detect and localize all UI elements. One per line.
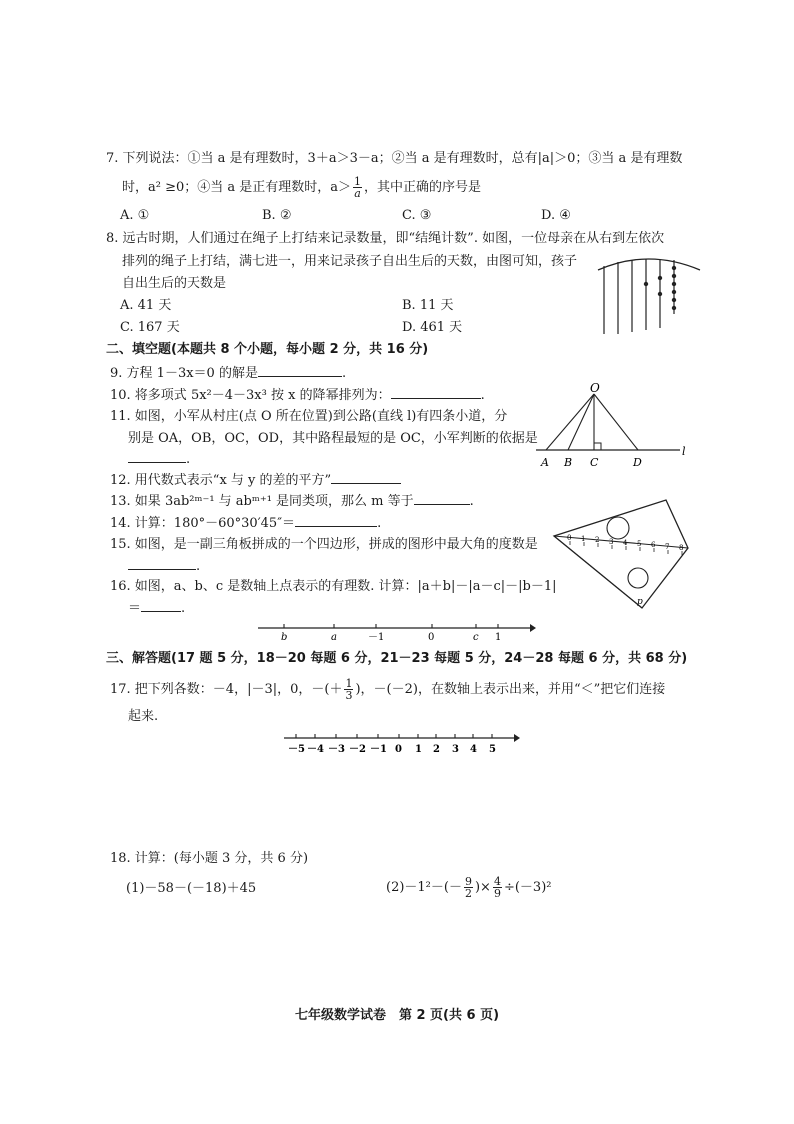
fig15-tick-8: 8	[679, 544, 684, 552]
q14-text: 14. 计算：180°－60°30′45″＝	[110, 516, 296, 531]
q8-option-d: D. 461 天	[402, 320, 463, 335]
q17-tick-minus1: －1	[370, 744, 387, 755]
q12-text: 12. 用代数式表示“x 与 y 的差的平方”	[110, 473, 332, 488]
q7-option-d: D. ④	[541, 208, 571, 223]
q11-line2: 别是 OA，OB，OC，OD，其中路程最短的是 OC，小军判断的依据是	[128, 431, 538, 446]
q7-fraction	[353, 176, 362, 199]
q17-tick-minus2: －2	[349, 744, 366, 755]
q18-fraction-2	[493, 876, 502, 899]
q18-part1: (1)－58－(－18)＋45	[126, 881, 257, 896]
q7-line2	[122, 176, 481, 199]
q17-tick-minus4: －4	[307, 744, 324, 755]
q17-tick-minus3: －3	[328, 744, 345, 755]
q9: 9. 方程 1－3x＝0 的解是 .	[110, 366, 347, 381]
q16-number-line	[256, 614, 536, 644]
q17-tick-1: 1	[415, 744, 422, 755]
fig15-tick-0: 0	[567, 534, 572, 542]
q14: 14. 计算：180°－60°30′45″＝ .	[110, 516, 382, 531]
q13-text: 13. 如果 3ab²ᵐ⁻¹ 与 abᵐ⁺¹ 是同类项，那么 m 等于	[110, 494, 414, 509]
fig11-label-d: D	[633, 456, 642, 469]
q17-fraction	[344, 678, 353, 701]
q18-title: 18. 计算：(每小题 3 分，共 6 分)	[110, 851, 309, 866]
fig11-label-l: l	[682, 445, 686, 458]
q17-line1-suffix: )，－(－2)，在数轴上表示出来，并用“＜”把它们连接	[355, 682, 666, 697]
q16-answer-blank[interactable]	[141, 599, 181, 612]
q16-line1: 16. 如图，a、b、c 是数轴上点表示的有理数. 计算：|a＋b|－|a－c|－|b－1|	[110, 579, 557, 594]
q17-line2: 起来.	[128, 709, 159, 724]
knot-rope-figure	[596, 254, 706, 336]
q16-label-minus1: －1	[368, 632, 385, 643]
q7-option-b: B. ②	[262, 208, 292, 223]
q10: 10. 将多项式 5x²－4－3x³ 按 x 的降幂排列为： .	[110, 388, 485, 403]
q17-frac-num: 1	[345, 677, 353, 690]
q11-line1: 11. 如图，小军从村庄(点 O 所在位置)到公路(直线 l)有四条小道，分	[110, 409, 508, 424]
q17-tick-5: 5	[489, 744, 496, 755]
q12	[110, 471, 401, 490]
q7-frac-num: 1	[354, 175, 362, 188]
q10-answer-blank[interactable]	[391, 386, 481, 399]
q15-line2: .	[128, 557, 200, 576]
q16-line2: ＝ .	[128, 601, 186, 616]
q17-frac-den: 3	[345, 689, 353, 702]
fig11-label-a: A	[541, 456, 549, 469]
fig15-label-p: p	[637, 597, 643, 607]
q11-answer-blank[interactable]	[128, 450, 186, 463]
q14-answer-blank[interactable]	[295, 514, 377, 527]
q18-frac2-den: 9	[493, 887, 501, 900]
q9-text: 9. 方程 1－3x＝0 的解是	[110, 366, 258, 381]
q12-answer-blank[interactable]	[331, 471, 401, 484]
q18-frac1-num: 9	[464, 875, 472, 888]
section2-title: 二、填空题(本题共 8 个小题，每小题 2 分，共 16 分)	[106, 342, 429, 357]
q8-line2: 排列的绳子上打结，满七进一，用来记录孩子自出生后的天数，由图可知，孩子	[122, 254, 578, 269]
q7-option-c: C. ③	[402, 208, 432, 223]
q8-option-a: A. 41 天	[120, 298, 172, 313]
fig15-tick-1: 1	[581, 535, 586, 543]
q17-number-line	[282, 728, 522, 756]
q15-line1: 15. 如图，是一副三角板拼成的一个四边形，拼成的图形中最大角的度数是	[110, 537, 538, 552]
q17-tick-3: 3	[452, 744, 459, 755]
q7-line2-suffix: ，其中正确的序号是	[364, 180, 482, 195]
q18-p2-suffix: ÷(－3)²	[503, 880, 552, 895]
fig15-tick-6: 6	[651, 541, 656, 549]
q17-tick-0: 0	[395, 744, 402, 755]
q17-tick-minus5: －5	[288, 744, 305, 755]
set-square-figure	[552, 496, 692, 612]
q7-line2-prefix: 时，a² ≥0；④当 a 是正有理数时，a＞	[122, 180, 352, 195]
q8-line1: 8. 远古时期，人们通过在绳子上打结来记录数量，即“结绳计数”. 如图，一位母亲在从右到左依次	[106, 231, 665, 246]
q16-label-a: a	[331, 632, 337, 643]
q18-part2	[386, 876, 551, 899]
q17-line1-prefix: 17. 把下列各数：－4，|－3|，0，－(＋	[110, 682, 343, 697]
fig11-label-c: C	[590, 456, 599, 469]
fig11-label-o: O	[590, 382, 600, 395]
q18-p2-mid: )×	[474, 880, 491, 895]
fig11-label-b: B	[564, 456, 573, 469]
fig15-tick-5: 5	[637, 540, 642, 548]
q8-option-c: C. 167 天	[120, 320, 180, 335]
q13: 13. 如果 3ab²ᵐ⁻¹ 与 abᵐ⁺¹ 是同类项，那么 m 等于 .	[110, 494, 474, 509]
page-footer: 七年级数学试卷 第 2 页(共 6 页)	[294, 1008, 500, 1023]
fig15-tick-3: 3	[609, 538, 614, 546]
q17-tick-4: 4	[470, 744, 477, 755]
q7-option-a: A. ①	[120, 208, 150, 223]
q9-answer-blank[interactable]	[258, 364, 342, 377]
q8-line3: 自出生后的天数是	[122, 276, 227, 291]
q16-label-1: 1	[495, 632, 502, 643]
section3-title: 三、解答题(17 题 5 分，18－20 每题 6 分，21－23 每题 5 分，24－28 每题 6 分，共 68 分)	[106, 651, 688, 666]
q15-answer-blank[interactable]	[128, 557, 196, 570]
q16-label-b: b	[281, 632, 288, 643]
road-figure	[534, 382, 694, 470]
q17-line1	[110, 678, 665, 701]
fig15-tick-4: 4	[623, 539, 628, 547]
q10-text: 10. 将多项式 5x²－4－3x³ 按 x 的降幂排列为：	[110, 388, 391, 403]
q16-label-0: 0	[428, 632, 435, 643]
q18-frac2-num: 4	[493, 875, 501, 888]
q16-line2-text: ＝	[128, 601, 142, 616]
q18-p2-prefix: (2)－1²－(－	[386, 880, 462, 895]
q11-line3: .	[128, 450, 190, 469]
q18-fraction-1	[464, 876, 473, 899]
fig15-tick-7: 7	[665, 543, 670, 551]
q17-tick-2: 2	[433, 744, 440, 755]
q13-answer-blank[interactable]	[414, 492, 470, 505]
q7-line1: 7. 下列说法：①当 a 是有理数时，3＋a＞3－a；②当 a 是有理数时，总有|a|＞0；③当 a 是有理数	[106, 151, 683, 166]
q18-frac1-den: 2	[464, 887, 472, 900]
fig15-tick-2: 2	[595, 536, 600, 544]
q7-frac-den: a	[354, 187, 361, 200]
q8-option-b: B. 11 天	[402, 298, 454, 313]
q16-label-c: c	[473, 632, 479, 643]
